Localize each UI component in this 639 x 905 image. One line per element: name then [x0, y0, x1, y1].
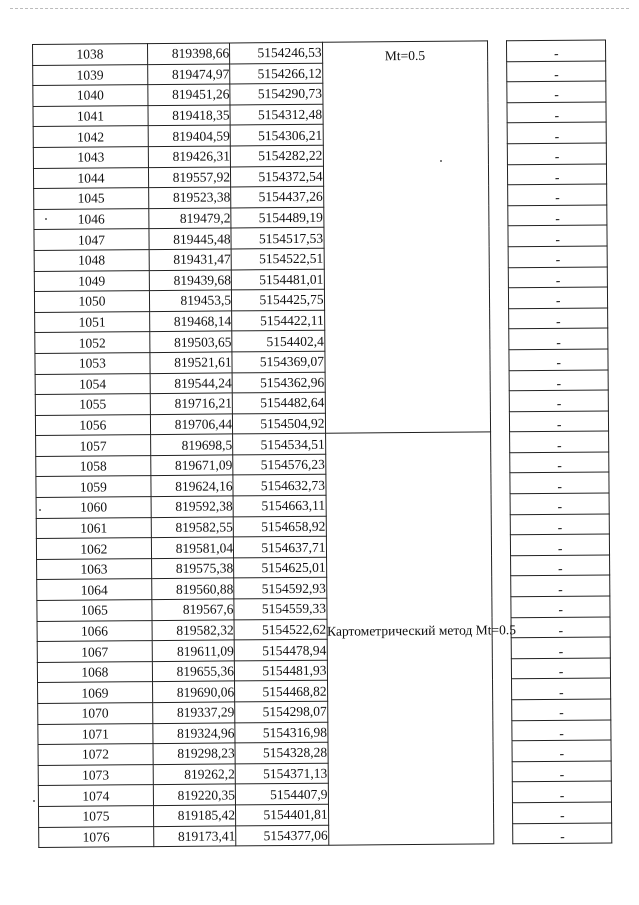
accuracy-value: -	[558, 581, 563, 597]
method-cell	[325, 432, 516, 845]
point-number-cell: 1043	[33, 147, 148, 168]
point-number-cell: 1049	[34, 270, 149, 291]
accuracy-value: -	[557, 540, 563, 556]
point-number-cell: 1058	[36, 455, 151, 476]
accuracy-cell	[509, 369, 608, 390]
accuracy-value: -	[553, 46, 559, 62]
accuracy-cell	[513, 761, 612, 782]
accuracy-value: -	[555, 210, 560, 226]
accuracy-value: -	[559, 705, 564, 721]
x-coordinate-cell: 819418,35	[148, 105, 230, 126]
accuracy-value: -	[558, 663, 564, 679]
x-coordinate-cell: 819453,5	[149, 290, 231, 311]
accuracy-cell	[509, 328, 608, 349]
accuracy-value: -	[559, 746, 565, 762]
accuracy-value: -	[557, 499, 563, 515]
x-coordinate-cell: 819716,21	[150, 393, 232, 414]
accuracy-value: -	[557, 437, 562, 453]
point-number-cell: 1068	[37, 661, 152, 682]
point-number-cell: 1047	[34, 229, 149, 250]
accuracy-cell	[510, 411, 609, 432]
y-coordinate-cell: 5154316,98	[235, 722, 328, 743]
x-coordinate-cell: 819706,44	[150, 414, 232, 435]
y-coordinate-cell: 5154372,54	[231, 166, 324, 187]
y-coordinate-cell: 5154592,93	[234, 578, 327, 599]
y-coordinate-cell: 5154371,13	[235, 763, 328, 784]
x-coordinate-cell: 819185,42	[153, 805, 235, 826]
y-coordinate-cell: 5154306,21	[230, 125, 323, 146]
coordinates-table	[32, 39, 612, 848]
accuracy-value: -	[554, 87, 559, 103]
scan-speck	[39, 509, 41, 511]
point-number-cell: 1044	[33, 167, 148, 188]
accuracy-value: -	[556, 355, 562, 371]
y-coordinate-cell: 5154482,64	[232, 392, 325, 413]
method-text: Картометрический метод Mt=0.5	[327, 622, 516, 639]
scan-top-edge	[10, 8, 629, 9]
point-number-cell: 1054	[35, 373, 150, 394]
accuracy-cell	[510, 431, 609, 452]
x-coordinate-cell: 819262,2	[153, 764, 235, 785]
y-coordinate-cell: 5154489,19	[231, 207, 324, 228]
point-number-cell: 1041	[33, 105, 148, 126]
y-coordinate-cell: 5154298,07	[235, 701, 328, 722]
x-coordinate-cell: 819404,59	[148, 125, 230, 146]
y-coordinate-cell: 5154663,11	[233, 495, 326, 516]
point-number-cell: 1072	[38, 744, 153, 765]
x-coordinate-cell: 819439,68	[149, 269, 231, 290]
x-coordinate-cell: 819298,23	[153, 743, 235, 764]
accuracy-value: -	[558, 602, 563, 618]
accuracy-cell	[511, 596, 610, 617]
accuracy-value: -	[554, 66, 559, 82]
x-coordinate-cell: 819592,38	[151, 496, 233, 517]
point-number-cell: 1053	[35, 352, 150, 373]
y-coordinate-cell: 5154522,62	[234, 619, 327, 640]
accuracy-value: -	[554, 128, 560, 144]
accuracy-value: -	[559, 808, 565, 824]
scan-speck	[440, 160, 442, 162]
accuracy-cell	[509, 308, 608, 329]
point-number-cell: 1071	[38, 723, 153, 744]
x-coordinate-cell: 819398,66	[147, 43, 229, 64]
x-coordinate-cell: 819521,61	[150, 352, 232, 373]
method-text: Mt=0.5	[384, 47, 426, 64]
accuracy-cell	[509, 349, 608, 370]
accuracy-cell	[509, 246, 608, 267]
accuracy-cell	[513, 781, 612, 802]
accuracy-value: -	[554, 149, 560, 165]
accuracy-cell	[508, 225, 607, 246]
point-number-cell: 1061	[36, 517, 151, 538]
point-number-cell: 1048	[34, 250, 149, 271]
accuracy-cell	[513, 823, 612, 844]
point-number-cell: 1073	[38, 764, 153, 785]
point-number-cell: 1062	[36, 538, 151, 559]
accuracy-cell	[508, 122, 607, 143]
scan-speck	[33, 800, 35, 802]
y-coordinate-cell: 5154401,81	[236, 804, 329, 825]
accuracy-cell	[512, 720, 611, 741]
point-number-cell: 1065	[37, 600, 152, 621]
scan-speck	[45, 218, 47, 220]
accuracy-cell	[512, 678, 611, 699]
accuracy-value: -	[559, 684, 564, 700]
y-coordinate-cell: 5154246,53	[230, 42, 323, 63]
accuracy-value: -	[556, 416, 562, 432]
accuracy-cell	[511, 617, 610, 638]
x-coordinate-cell: 819557,92	[148, 167, 230, 188]
point-number-cell: 1051	[35, 311, 150, 332]
accuracy-value: -	[554, 107, 560, 123]
accuracy-value: -	[555, 272, 561, 288]
point-number-cell: 1040	[33, 85, 148, 106]
x-coordinate-cell: 819582,32	[152, 620, 234, 641]
x-coordinate-cell: 819624,16	[151, 475, 233, 496]
y-coordinate-cell: 5154632,73	[233, 475, 326, 496]
accuracy-value: -	[556, 396, 562, 412]
x-coordinate-cell: 819445,48	[149, 228, 231, 249]
accuracy-cell	[508, 205, 607, 226]
x-coordinate-cell: 819523,38	[148, 187, 230, 208]
point-number-cell: 1055	[35, 394, 150, 415]
accuracy-cell	[507, 81, 606, 102]
accuracy-cell	[508, 143, 607, 164]
y-coordinate-cell: 5154522,51	[231, 248, 324, 269]
x-coordinate-cell: 819220,35	[153, 784, 235, 805]
x-coordinate-cell: 819698,5	[150, 434, 232, 455]
y-coordinate-cell: 5154504,92	[232, 413, 325, 434]
accuracy-cell	[511, 555, 610, 576]
point-number-cell: 1038	[33, 44, 148, 65]
accuracy-cell	[510, 390, 609, 411]
y-coordinate-cell: 5154425,75	[232, 289, 325, 310]
x-coordinate-cell: 819690,06	[152, 681, 234, 702]
point-number-cell: 1064	[37, 579, 152, 600]
accuracy-cell	[512, 740, 611, 761]
y-coordinate-cell: 5154290,73	[230, 83, 323, 104]
y-coordinate-cell: 5154328,28	[235, 742, 328, 763]
accuracy-cell	[511, 534, 610, 555]
accuracy-cell	[512, 658, 611, 679]
y-coordinate-cell: 5154625,01	[234, 557, 327, 578]
y-coordinate-cell: 5154422,11	[232, 310, 325, 331]
y-coordinate-cell: 5154576,23	[233, 454, 326, 475]
accuracy-value: -	[560, 828, 565, 844]
accuracy-value: -	[556, 334, 561, 350]
accuracy-value: -	[555, 231, 561, 247]
y-coordinate-cell: 5154481,93	[234, 660, 327, 681]
point-number-cell: 1046	[34, 208, 149, 229]
accuracy-value: -	[559, 766, 565, 782]
x-coordinate-cell: 819567,6	[152, 599, 234, 620]
x-coordinate-cell: 819503,65	[150, 331, 232, 352]
point-number-cell: 1052	[35, 332, 150, 353]
y-coordinate-cell: 5154282,22	[230, 145, 323, 166]
point-number-cell: 1057	[36, 435, 151, 456]
accuracy-value: -	[556, 375, 562, 391]
point-number-cell: 1066	[37, 620, 152, 641]
point-number-cell: 1076	[39, 826, 154, 847]
point-number-cell: 1069	[38, 682, 153, 703]
x-coordinate-cell: 819173,41	[153, 825, 235, 846]
y-coordinate-cell: 5154478,94	[234, 639, 327, 660]
point-number-cell: 1050	[34, 291, 149, 312]
y-coordinate-cell: 5154637,71	[233, 536, 326, 557]
x-coordinate-cell: 819324,96	[153, 723, 235, 744]
y-coordinate-cell: 5154517,53	[231, 228, 324, 249]
x-coordinate-cell: 819479,2	[149, 208, 231, 229]
y-coordinate-cell: 5154402,4	[232, 331, 325, 352]
accuracy-value: -	[559, 725, 564, 741]
point-number-cell: 1070	[38, 703, 153, 724]
accuracy-value: -	[558, 560, 563, 577]
x-coordinate-cell: 819671,09	[151, 455, 233, 476]
point-number-cell: 1075	[38, 806, 153, 827]
y-coordinate-cell: 5154369,07	[232, 351, 325, 372]
x-coordinate-cell: 819426,31	[148, 146, 230, 167]
x-coordinate-cell: 819655,36	[152, 661, 234, 682]
y-coordinate-cell: 5154362,96	[232, 372, 325, 393]
accuracy-value: -	[556, 313, 561, 329]
point-number-cell: 1067	[37, 641, 152, 662]
y-coordinate-cell: 5154266,12	[230, 63, 323, 84]
y-coordinate-cell: 5154437,26	[231, 186, 324, 207]
x-coordinate-cell: 819611,09	[152, 640, 234, 661]
x-coordinate-cell: 819544,24	[150, 372, 232, 393]
point-number-cell: 1039	[33, 64, 148, 85]
accuracy-value: -	[557, 458, 562, 474]
accuracy-cell	[509, 267, 608, 288]
x-coordinate-cell: 819560,88	[152, 578, 234, 599]
y-coordinate-cell: 5154534,51	[233, 433, 326, 454]
y-coordinate-cell: 5154559,33	[234, 598, 327, 619]
accuracy-cell	[511, 514, 610, 535]
accuracy-cell	[507, 61, 606, 82]
accuracy-cell	[511, 575, 610, 596]
accuracy-cell	[510, 452, 609, 473]
y-coordinate-cell: 5154468,82	[235, 681, 328, 702]
x-coordinate-cell: 819474,97	[147, 64, 229, 85]
x-coordinate-cell: 819468,14	[149, 311, 231, 332]
accuracy-value: -	[559, 787, 565, 803]
accuracy-cell	[512, 637, 611, 658]
point-number-cell: 1042	[33, 126, 148, 147]
y-coordinate-cell: 5154312,48	[230, 104, 323, 125]
y-coordinate-cell: 5154407,9	[235, 784, 328, 805]
table-row	[39, 823, 612, 848]
point-number-cell: 1060	[36, 497, 151, 518]
accuracy-value: -	[555, 252, 561, 268]
point-number-cell: 1056	[35, 414, 150, 435]
x-coordinate-cell: 819575,38	[151, 558, 233, 579]
method-cell	[322, 41, 491, 434]
accuracy-cell	[513, 802, 612, 823]
x-coordinate-cell: 819431,47	[149, 249, 231, 270]
accuracy-value: -	[558, 622, 564, 638]
x-coordinate-cell: 819581,04	[151, 537, 233, 558]
x-coordinate-cell: 819337,29	[152, 702, 234, 723]
accuracy-value: -	[554, 169, 560, 185]
accuracy-cell	[510, 493, 609, 514]
point-number-cell: 1045	[34, 188, 149, 209]
point-number-cell: 1059	[36, 476, 151, 497]
coordinates-table-body	[33, 40, 612, 848]
accuracy-cell	[507, 40, 606, 61]
accuracy-value: -	[557, 478, 563, 494]
point-number-cell: 1074	[38, 785, 153, 806]
y-coordinate-cell: 5154377,06	[236, 825, 329, 846]
accuracy-value: -	[555, 190, 560, 206]
accuracy-value: -	[558, 643, 564, 659]
accuracy-cell	[512, 699, 611, 720]
x-coordinate-cell: 819451,26	[148, 84, 230, 105]
accuracy-cell	[507, 102, 606, 123]
x-coordinate-cell: 819582,55	[151, 517, 233, 538]
accuracy-cell	[509, 287, 608, 308]
accuracy-cell	[508, 164, 607, 185]
y-coordinate-cell: 5154658,92	[233, 516, 326, 537]
point-number-cell: 1063	[37, 558, 152, 579]
accuracy-cell	[508, 184, 607, 205]
accuracy-cell	[510, 472, 609, 493]
accuracy-value: -	[557, 519, 563, 535]
y-coordinate-cell: 5154481,01	[231, 269, 324, 290]
accuracy-value: -	[555, 293, 561, 309]
